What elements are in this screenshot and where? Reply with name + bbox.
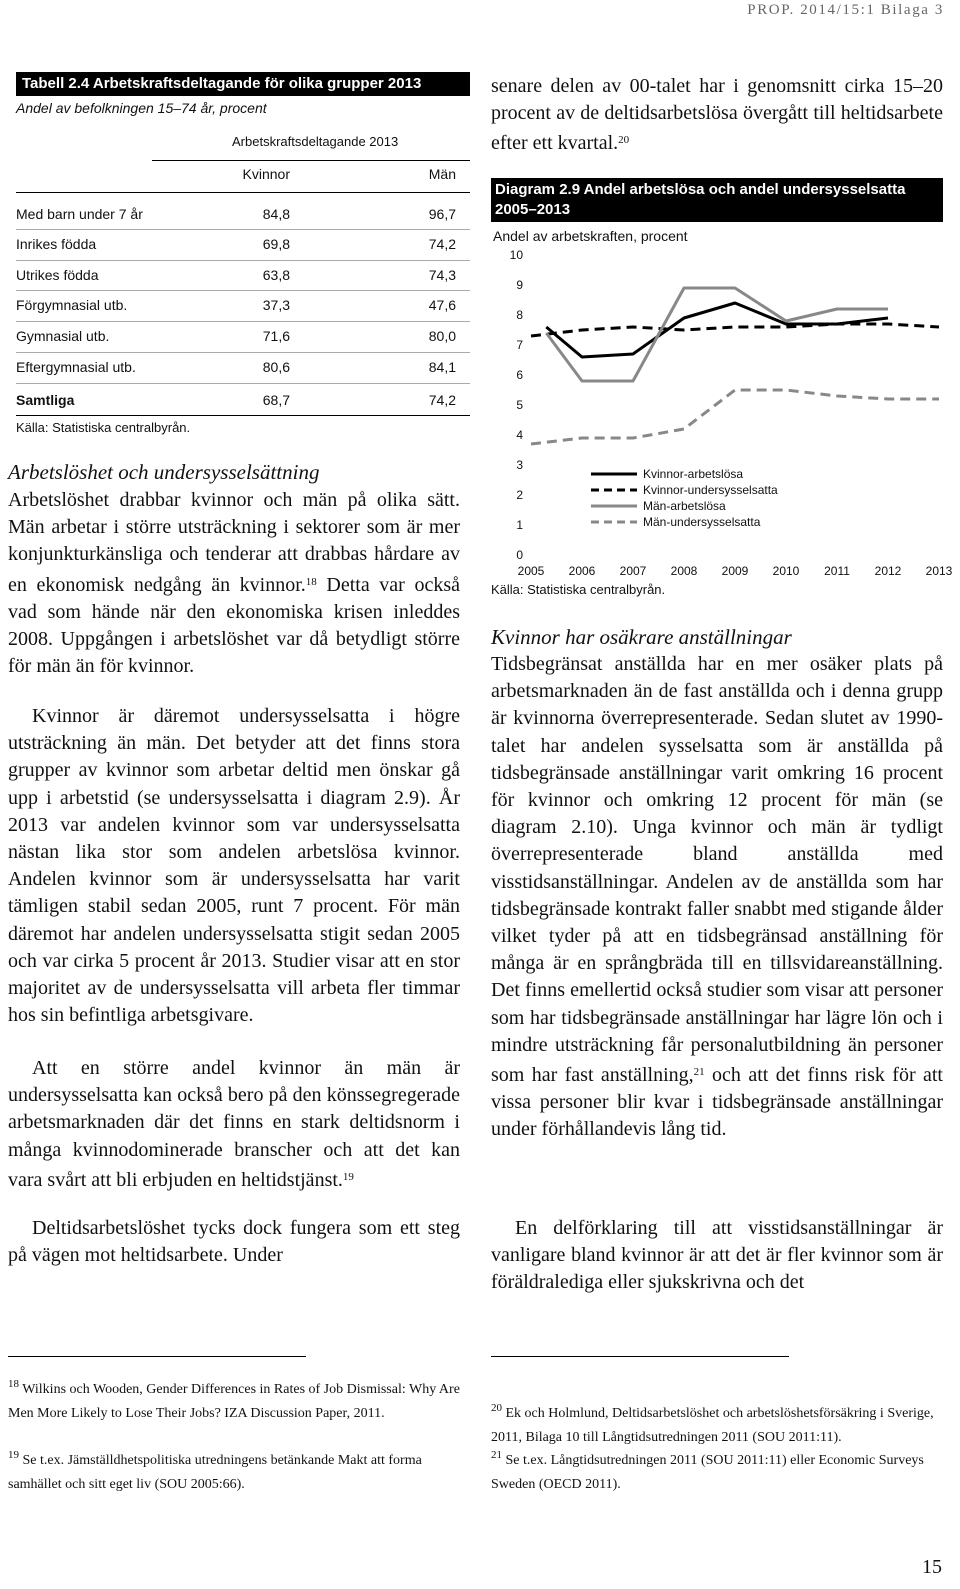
legend-label: Kvinnor-arbetslösa: [643, 467, 744, 481]
value-men: 80,0: [428, 328, 456, 344]
table-total-row: [16, 385, 470, 415]
row-label: Med barn under 7 år: [16, 206, 143, 222]
x-tick-label: 2007: [619, 564, 647, 578]
paragraph: [8, 1055, 460, 1194]
table-title: Tabell 2.4 Arbetskraftsdeltagande för olika grupper 2013: [16, 72, 470, 96]
legend-label: Män-arbetslösa: [643, 499, 726, 513]
value-women: 68,7: [262, 392, 290, 408]
page-number: 15: [922, 1556, 942, 1578]
value-men: 84,1: [428, 359, 456, 375]
footnote-text: Ek och Holmlund, Deltidsarbetslöshet och arbetslöshetsförsäkring i Sverige, 2011, Bilaga 10 till Långtidsutredningen 2011 (SOU 2011:11).: [491, 1406, 934, 1445]
value-women: 69,8: [262, 236, 290, 252]
y-tick-label: 9: [516, 278, 523, 292]
y-ticks: [510, 248, 524, 562]
y-tick-label: 2: [516, 488, 523, 502]
table-row: [16, 290, 470, 320]
footnote-number: 20: [491, 1402, 502, 1414]
footnote-ref: 18: [305, 575, 317, 588]
x-tick-label: 2012: [874, 564, 902, 578]
y-tick-label: 5: [516, 398, 523, 412]
diagram-title: Diagram 2.9 Andel arbetslösa och andel undersysselsatta 2005–2013: [491, 178, 943, 222]
section-heading-employment: Kvinnor har osäkrare anställningar: [491, 625, 792, 649]
legend-label: Kvinnor-undersysselsatta: [643, 483, 778, 497]
table-row: [16, 229, 470, 259]
value-women: 63,8: [262, 267, 290, 283]
paragraph-text: Att en större andel kvinnor än män är undersysselsatta kan också bero på den könssegregerade arbetsmarknaden där det finns en stark deltidsnorm i många kvinnodominerade branscher och att det kan vara svårt att bli erbjuden en heltidstjänst.: [8, 1057, 460, 1191]
table-bottom-rule: [16, 415, 470, 416]
table-column-headers: [16, 159, 470, 189]
paragraph-text: Detta var också vad som hände när den ekonomiska krisen inleddes 2008. Uppgången i arbetslöshet var då betydligt större för män än för kvinnor.: [8, 573, 460, 678]
paragraph-text: Arbetslöshet drabbar kvinnor och män på olika sätt. Män arbetar i större utsträckning i sektorer som är mer konjunkturkänsliga och tenderar att drabbas hårdare av en ekonomisk nedgång än kvinnor.: [8, 489, 460, 596]
y-tick-label: 4: [516, 428, 523, 442]
x-tick-label: 2006: [568, 564, 596, 578]
y-tick-label: 3: [516, 458, 523, 472]
paragraph: [491, 651, 943, 1144]
footnote: [8, 1373, 460, 1425]
x-tick-label: 2010: [772, 564, 800, 578]
footnote-rule: [491, 1356, 789, 1357]
value-men: 47,6: [428, 297, 456, 313]
row-label: Gymnasial utb.: [16, 328, 110, 344]
value-men: 74,3: [428, 267, 456, 283]
value-women: 37,3: [262, 297, 290, 313]
column-header-women: Kvinnor: [242, 166, 290, 182]
line-chart: [491, 242, 953, 582]
legend-label: Män-undersysselsatta: [643, 515, 761, 529]
running-head: PROP. 2014/15:1 Bilaga 3: [747, 2, 944, 18]
table-row: [16, 260, 470, 290]
x-tick-label: 2013: [925, 564, 953, 578]
paragraph-text: Tidsbegränsat anställda har en mer osäker plats på arbetsmarknaden än de fast anställda och i denna grupp är kvinnorna överrepresenterade. Sedan slutet av 1990-talet har andelen sysselsatta som är anställda på tidsbegränsade anställningar varit omkring 16 procent för kvinnor och omkring 12 procent för män (se diagram 2.10). Unga kvinnor och män är tydligt överrepresenterade bland anställda med visstidsanställningar. Andelen av de anställda som har tidsbegränsade kontrakt faller snabbt med stigande ålder vilket tyder på att en tidsbegränsad anställning för många är en språngbräda till en tillsvidareanställning. Det finns emellertid också studier som visar att personer som har tidsbegränsade anställningar har lägre lön och i mindre utsträckning får personalutbildning än personer som har fast anställning,: [491, 653, 943, 1087]
paragraph: [8, 487, 460, 680]
y-tick-label: 8: [516, 308, 523, 322]
row-label: Utrikes födda: [16, 267, 99, 283]
x-ticks: [518, 564, 953, 578]
value-men: 74,2: [428, 392, 456, 408]
footnote-ref: 20: [618, 134, 630, 147]
footnote-text: Se t.ex. Jämställdhetspolitiska utredningens betänkande Makt att forma samhället och sitt eget liv (SOU 2005:66).: [8, 1453, 422, 1492]
table-subtitle: Andel av befolkningen 15–74 år, procent: [16, 100, 267, 116]
footnote-text: Se t.ex. Långtidsutredningen 2011 (SOU 2011:11) eller Economic Surveys Sweden (OECD 2011).: [491, 1453, 924, 1492]
row-label: Inrikes födda: [16, 236, 97, 252]
x-tick-label: 2011: [824, 564, 850, 578]
table-body-rule: [16, 192, 470, 193]
footnote-text: Wilkins och Wooden, Gender Differences in Rates of Job Dismissal: Why Are Men More Likely to Lose Their Jobs? IZA Discussion Paper, 2011.: [8, 1382, 460, 1421]
y-tick-label: 0: [516, 548, 523, 562]
diagram-y-label: Andel av arbetskraften, procent: [493, 228, 688, 244]
row-label: Eftergymnasial utb.: [16, 359, 136, 375]
paragraph: [491, 73, 943, 158]
value-women: 71,6: [262, 328, 290, 344]
table-source: Källa: Statistiska centralbyrån.: [16, 420, 191, 435]
footnote: [491, 1397, 943, 1449]
footnote: [8, 1444, 460, 1496]
legend: [591, 467, 778, 529]
table-row: [16, 199, 470, 229]
row-label: Samtliga: [16, 392, 75, 408]
y-tick-label: 1: [516, 518, 523, 532]
x-tick-label: 2008: [670, 564, 698, 578]
value-men: 96,7: [428, 206, 456, 222]
column-header-men: Män: [428, 166, 456, 182]
paragraph: Kvinnor är däremot undersysselsatta i högre utsträckning än män. Det betyder att det finns stora grupper av kvinnor som arbetar deltid men önskar gå upp i arbetstid (se undersysselsatta i diagram 2.9). År 2013 var andelen kvinnor som var undersysselsatta nästan lika stor som andelen arbetslösa kvinnor. Andelen kvinnor som är undersysselsatta har varit tämligen stabil sedan 2005, runt 7 procent. För män däremot har andelen undersysselsatta stigit sedan 2005 och var cirka 5 procent år 2013. Studier visar att en stor majoritet av de undersysselsatta vill arbeta fler timmar hos sin befintliga arbetsgivare.: [8, 705, 460, 1027]
paragraph: En delförklaring till att visstidsanställningar är vanligare bland kvinnor är att det är fler kvinnor som är föräldralediga eller sjukskrivna och det: [491, 1217, 943, 1294]
series-line: [531, 324, 939, 336]
table-row: [16, 321, 470, 351]
footnote-rule: [8, 1356, 306, 1357]
value-women: 80,6: [262, 359, 290, 375]
y-tick-label: 7: [516, 338, 523, 352]
paragraph-text: senare delen av 00-talet har i genomsnitt cirka 15–20 procent av de deltidsarbetslösa övergått till heltidsarbete efter ett kvartal.: [491, 75, 943, 155]
series-line: [531, 390, 939, 444]
footnote-ref: 21: [693, 1066, 705, 1079]
footnote-number: 21: [491, 1449, 502, 1461]
value-women: 84,8: [262, 206, 290, 222]
table-row: [16, 352, 470, 382]
y-tick-label: 6: [516, 368, 523, 382]
footnote-number: 19: [8, 1449, 19, 1461]
paragraph-text: och att det finns risk för att vissa personer blir kvar i tidsbegränsade anställningar under förhållandevis lång tid.: [491, 1064, 943, 1141]
series-line: [546, 288, 888, 381]
table-group-header: Arbetskraftsdeltagande 2013: [232, 134, 399, 149]
footnote: [491, 1444, 943, 1496]
diagram-source: Källa: Statistiska centralbyrån.: [491, 582, 666, 597]
row-label: Förgymnasial utb.: [16, 297, 128, 313]
section-heading-unemployment: Arbetslöshet och undersysselsättning: [8, 460, 320, 484]
x-tick-label: 2005: [517, 564, 545, 578]
y-tick-label: 10: [509, 248, 523, 262]
footnote-number: 18: [8, 1378, 19, 1390]
x-tick-label: 2009: [721, 564, 749, 578]
paragraph: Deltidsarbetslöshet tycks dock fungera som ett steg på vägen mot heltidsarbete. Under: [8, 1217, 460, 1267]
value-men: 74,2: [428, 236, 456, 252]
series-lines: [531, 288, 939, 444]
footnote-ref: 19: [342, 1170, 354, 1183]
